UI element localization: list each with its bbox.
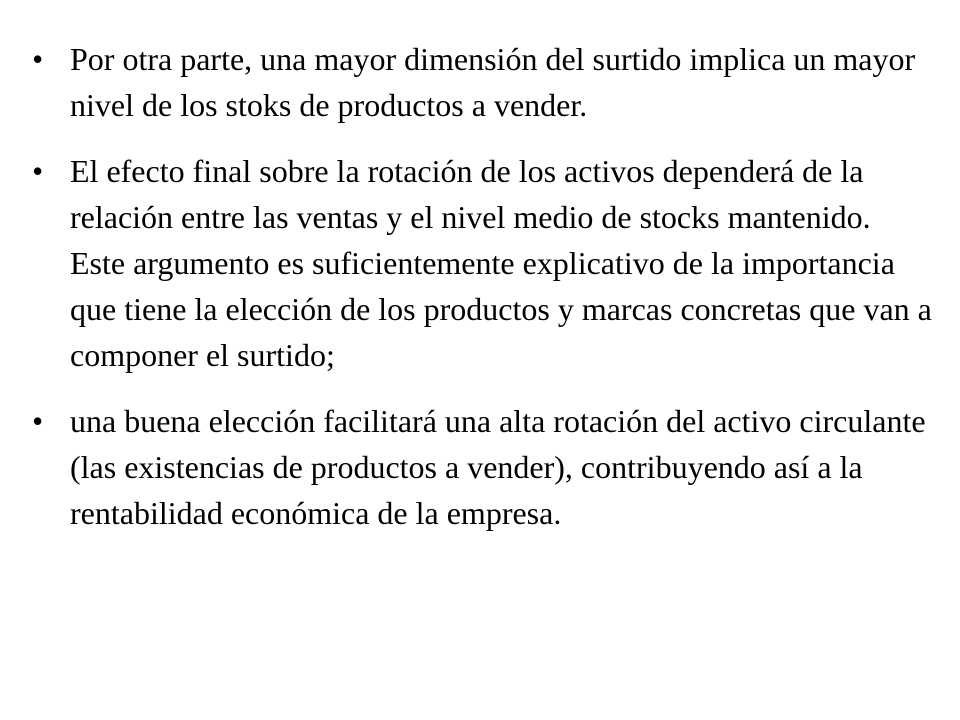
bullet-item-2 bbox=[32, 148, 932, 378]
bullet-item-3 bbox=[32, 398, 932, 536]
bullet-text-1: Por otra parte, una mayor dimensión del surtido implica un mayor nivel de los stoks de productos a vender. bbox=[70, 41, 916, 123]
bullet-icon: • bbox=[32, 153, 44, 189]
bullet-text-3: una buena elección facilitará una alta rotación del activo circulante (las existencias de productos a vender), contribuyendo así a la rentabilidad económica de la empresa. bbox=[70, 403, 926, 531]
bullet-item-1 bbox=[32, 36, 932, 128]
bullet-icon: • bbox=[32, 403, 44, 439]
bullet-text-2: El efecto final sobre la rotación de los activos dependerá de la relación entre las ventas y el nivel medio de stocks mantenido. Este argumento es suficientemente explicativo de la importancia que tiene la elección de los productos y marcas concretas que van a componer el surtido; bbox=[70, 153, 932, 373]
bullet-icon: • bbox=[32, 41, 44, 77]
bullet-list bbox=[32, 36, 932, 556]
